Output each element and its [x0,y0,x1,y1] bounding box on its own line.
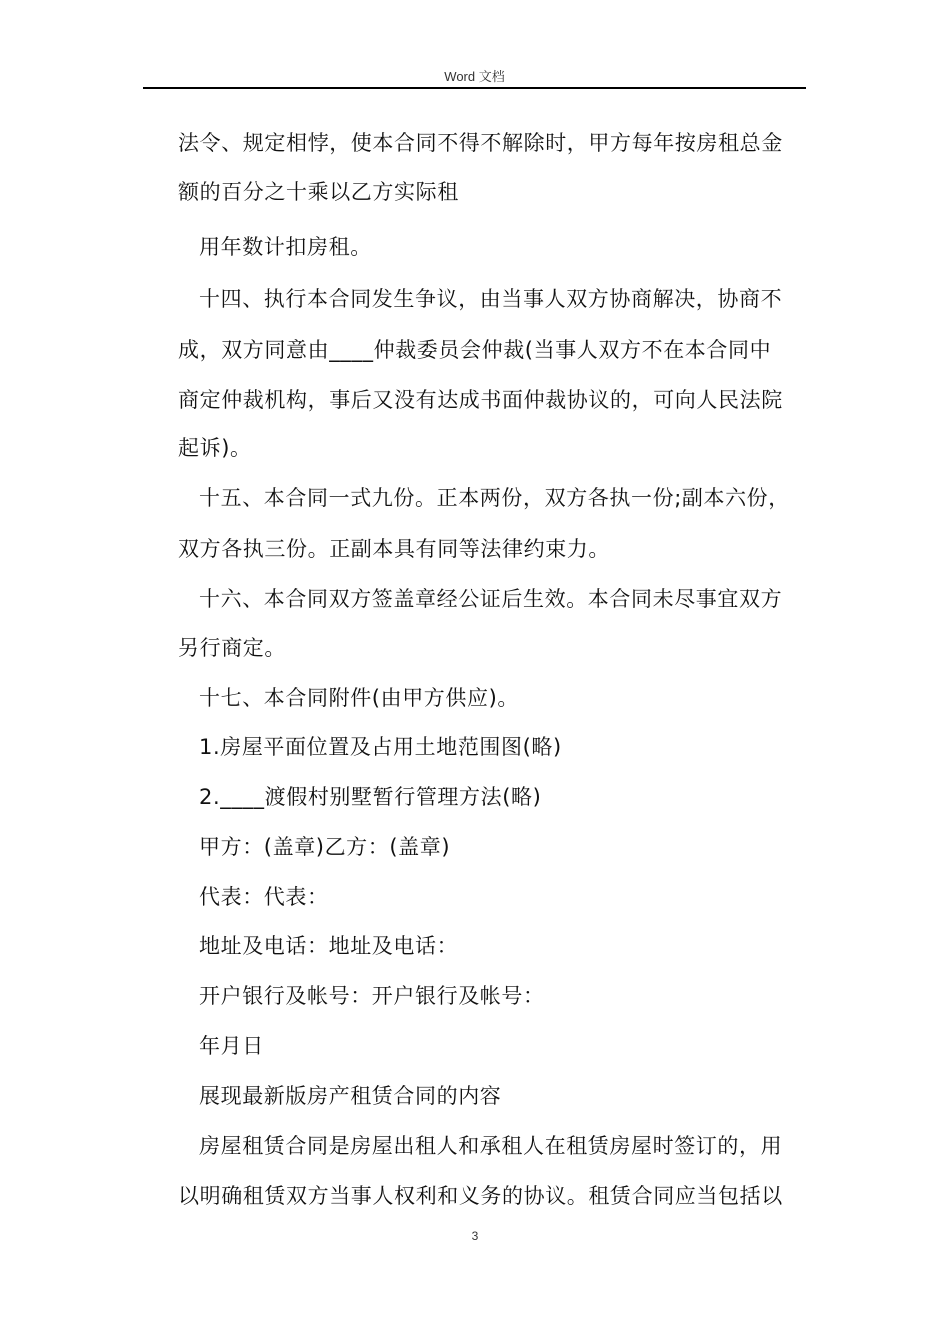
text-line: 十七、本合同附件(由甲方供应)。 [199,686,519,710]
text-line: 代表：代表： [199,885,329,909]
text-line: 另行商定。 [178,636,286,660]
text-line: 商定仲裁机构，事后又没有达成书面仲裁协议的，可向人民法院 [178,388,783,412]
text-line: 开户银行及帐号：开户银行及帐号： [199,984,545,1008]
page-header: Word 文档 [444,69,505,84]
text-line: 房屋租赁合同是房屋出租人和承租人在租赁房屋时签订的，用 [199,1134,783,1158]
text-line: 以明确租赁双方当事人权利和义务的协议。租赁合同应当包括以 [178,1184,783,1208]
page-number: 3 [471,1229,479,1243]
text-line: 1.房屋平面位置及占用土地范围图(略) [199,735,562,759]
text-line: 用年数计扣房租。 [199,235,372,259]
text-line: 成，双方同意由____仲裁委员会仲裁(当事人双方不在本合同中 [178,338,772,362]
text-line: 十四、执行本合同发生争议，由当事人双方协商解决，协商不 [199,287,783,311]
text-line: 展现最新版房产租赁合同的内容 [199,1084,502,1108]
text-line: 十六、本合同双方签盖章经公证后生效。本合同未尽事宜双方 [199,587,783,611]
text-line: 年月日 [199,1034,264,1058]
header-divider [143,87,806,89]
text-line: 十五、本合同一式九份。正本两份，双方各执一份;副本六份， [199,486,790,510]
text-line: 额的百分之十乘以乙方实际租 [178,180,459,204]
text-line: 2.____渡假村别墅暂行管理方法(略) [199,785,542,809]
text-line: 甲方：(盖章)乙方：(盖章) [199,835,451,859]
text-line: 双方各执三份。正副本具有同等法律约束力。 [178,537,610,561]
text-line: 起诉)。 [178,436,252,460]
text-line: 地址及电话：地址及电话： [199,934,459,958]
text-line: 法令、规定相悖，使本合同不得不解除时，甲方每年按房租总金 [178,131,783,155]
